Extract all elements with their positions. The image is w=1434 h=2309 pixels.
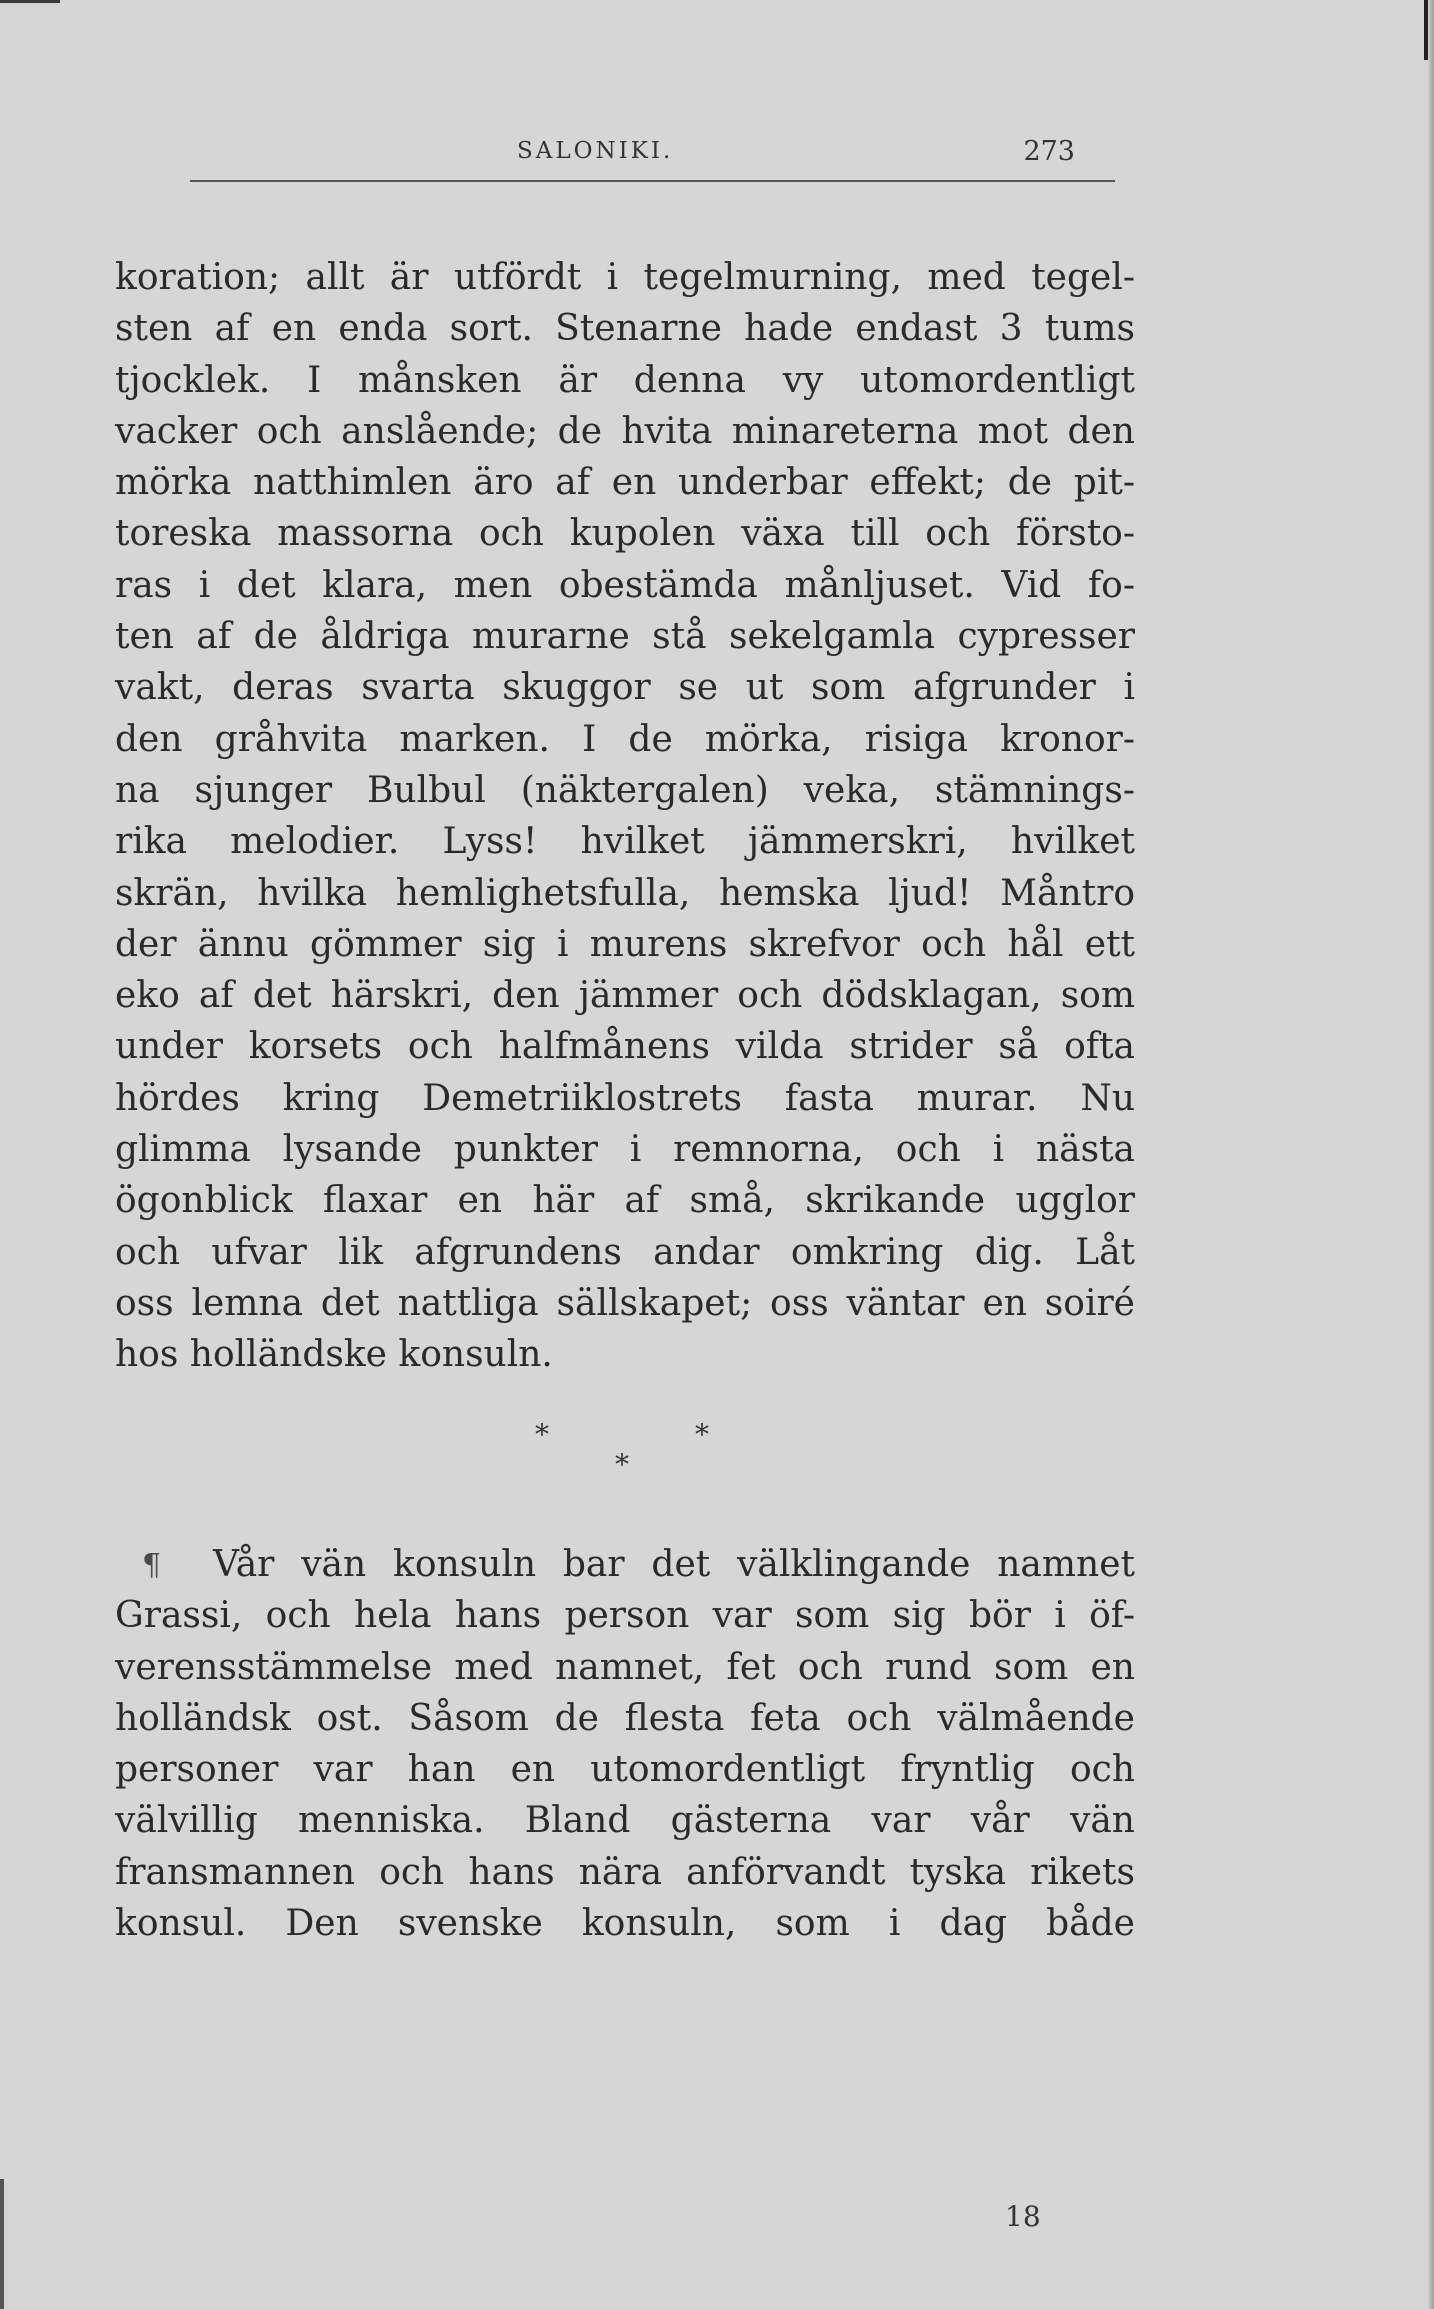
text-line: Grassi, och hela hans person var som sig bör i öf- xyxy=(115,1595,1135,1637)
asterisk-icon: * xyxy=(695,1418,709,1451)
page-number: 273 xyxy=(1023,136,1075,167)
text-line: ras i det klara, men obestämda månljuset. Vid fo- xyxy=(115,564,1135,606)
text-line: toreska massorna och kupolen växa till och försto- xyxy=(115,513,1135,555)
paragraph-2 xyxy=(115,1539,1135,1949)
text-line: under korsets och halfmånens vilda strider så ofta xyxy=(115,1026,1135,1068)
running-title: SALONIKI. xyxy=(517,138,674,164)
text-line: eko af det härskri, den jämmer och dödsklagan, som xyxy=(115,975,1135,1017)
paragraph-1 xyxy=(115,252,1135,1381)
text-line: der ännu gömmer sig i murens skrefvor och hål ett xyxy=(115,923,1135,965)
text-line: glimma lysande punkter i remnorna, och i nästa xyxy=(115,1129,1135,1171)
signature-mark: 18 xyxy=(1005,2200,1041,2233)
text-line: mörka natthimlen äro af en underbar effekt; de pit- xyxy=(115,462,1135,504)
text-line: personer var han en utomordentligt fryntlig och xyxy=(115,1749,1135,1791)
text-line: fransmannen och hans nära anförvandt tyska rikets xyxy=(115,1851,1135,1893)
text-line: ögonblick flaxar en här af små, skrikande ugglor xyxy=(115,1180,1135,1222)
text-line: koration; allt är utfördt i tegelmurning, med tegel- xyxy=(115,257,1135,298)
section-break xyxy=(0,1418,1434,1498)
text-line: välvillig menniska. Bland gästerna var vår vän xyxy=(115,1800,1135,1842)
margin-mark-icon: ¶ xyxy=(142,1548,162,1583)
running-head xyxy=(190,130,1115,182)
text-line: tjocklek. I månsken är denna vy utomordentligt xyxy=(115,359,1135,401)
text-line: konsul. Den svenske konsuln, som i dag både xyxy=(115,1903,1135,1945)
asterisk-icon: * xyxy=(615,1448,629,1481)
text-line: sten af en enda sort. Stenarne hade endast 3 tums xyxy=(115,308,1135,350)
text-line: rika melodier. Lyss! hvilket jämmerskri, hvilket xyxy=(115,821,1135,863)
text-line: hördes kring Demetriiklostrets fasta murar. Nu xyxy=(115,1077,1135,1119)
text-line: ten af de åldriga murarne stå sekelgamla cypresser xyxy=(115,616,1135,658)
text-line: Vår vän konsuln bar det välklingande namnet xyxy=(213,1544,1135,1585)
text-line: den gråhvita marken. I de mörka, risiga kronor- xyxy=(115,718,1135,760)
asterisk-icon: * xyxy=(535,1418,549,1451)
text-line: och ufvar lik afgrundens andar omkring dig. Låt xyxy=(115,1231,1135,1273)
text-line: holländsk ost. Såsom de flesta feta och välmående xyxy=(115,1697,1135,1739)
text-line: vakt, deras svarta skuggor se ut som afgrunder i xyxy=(115,667,1135,709)
text-line: verensstämmelse med namnet, fet och rund som en xyxy=(115,1646,1135,1688)
text-line: vacker och anslående; de hvita minareterna mot den xyxy=(115,410,1135,452)
text-line: oss lemna det nattliga sällskapet; oss väntar en soiré xyxy=(115,1282,1135,1324)
text-line: na sjunger Bulbul (näktergalen) veka, stämnings- xyxy=(115,769,1135,811)
text-line: hos holländske konsuln. xyxy=(115,1334,553,1376)
text-line: skrän, hvilka hemlighetsfulla, hemska ljud! Måntro xyxy=(115,872,1135,914)
